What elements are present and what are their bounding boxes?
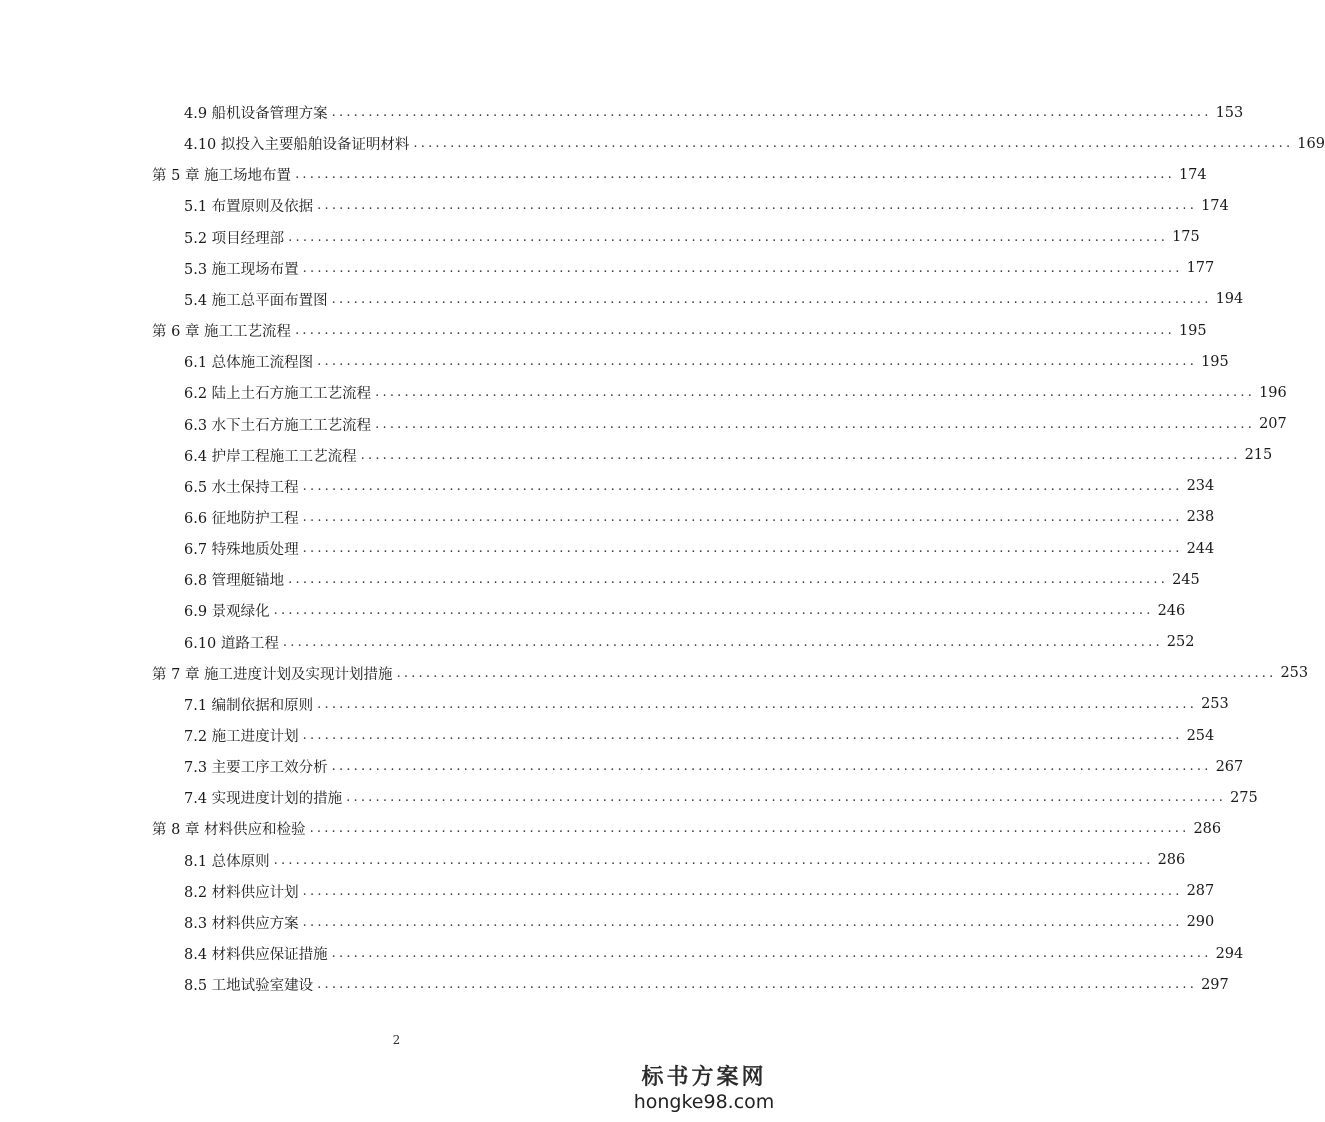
toc-entry-title: 6.2 陆上土石方施工工艺流程: [184, 386, 372, 403]
toc-entry-page: 252: [1166, 634, 1195, 651]
toc-entry[interactable]: [184, 876, 1215, 907]
watermark-logo: [629, 1064, 779, 1114]
toc-entry[interactable]: [184, 782, 1258, 813]
toc-entry-page: 194: [1215, 291, 1244, 308]
toc-dot-leader: ........................................................................................................................: [295, 167, 1175, 183]
toc-entry-title: 第 6 章 施工工艺流程: [152, 324, 292, 341]
toc-entry-title: 7.2 施工进度计划: [184, 729, 299, 745]
toc-entry-title: 6.7 特殊地质处理: [184, 542, 299, 559]
toc-entry-page: 246: [1157, 602, 1186, 619]
toc-entry-page: 195: [1178, 322, 1207, 339]
toc-dot-leader: ........................................................................................................................: [288, 229, 1169, 245]
toc-entry-page: 267: [1215, 758, 1244, 775]
toc-entry-title: 5.2 项目经理部: [184, 230, 285, 247]
toc-entry-title: 5.1 布置原则及依据: [184, 199, 314, 216]
toc-entry-page: 286: [1157, 852, 1186, 869]
toc-dot-leader: ........................................................................................................................: [331, 759, 1212, 775]
toc-entry-title: 8.4 材料供应保证措施: [184, 947, 328, 964]
toc-dot-leader: ........................................................................................................................: [288, 572, 1169, 588]
toc-entry[interactable]: [184, 502, 1215, 533]
toc-entry-page: 196: [1259, 384, 1287, 401]
toc-entry-page: 169: [1297, 135, 1325, 152]
toc-entry[interactable]: [184, 284, 1244, 315]
page-number: 2: [392, 1033, 401, 1047]
toc-entry[interactable]: [184, 689, 1229, 720]
toc-entry[interactable]: [184, 128, 1325, 159]
toc-entry-title: 7.3 主要工序工效分析: [184, 760, 328, 777]
toc-entry-title: 7.1 编制依据和原则: [184, 697, 314, 714]
toc-entry[interactable]: [152, 813, 1222, 844]
toc-entry[interactable]: [184, 346, 1229, 377]
toc-entry-title: 第 8 章 材料供应和检验: [152, 822, 306, 839]
toc-entry-title: 6.10 道路工程: [184, 635, 279, 652]
toc-entry-page: 294: [1215, 945, 1244, 962]
toc-entry-title: 6.5 水土保持工程: [184, 479, 299, 496]
toc-entry-page: 244: [1186, 540, 1215, 557]
toc-dot-leader: ........................................................................................................................: [302, 478, 1183, 494]
toc-entry-title: 6.9 景观绿化: [184, 604, 270, 621]
toc-entry-title: 8.2 材料供应计划: [184, 884, 299, 901]
toc-entry-page: 254: [1186, 727, 1215, 744]
toc-entry-page: 195: [1201, 353, 1229, 370]
toc-entry-page: 175: [1172, 229, 1200, 246]
toc-entry-title: 8.1 总体原则: [184, 853, 270, 870]
toc-dot-leader: ........................................................................................................................: [273, 852, 1154, 868]
toc-entry-page: 245: [1172, 571, 1200, 588]
toc-dot-leader: ........................................................................................................................: [317, 354, 1198, 370]
toc-entry-page: 253: [1201, 696, 1229, 713]
watermark-url: hongke98.com: [633, 1091, 775, 1113]
toc-dot-leader: ........................................................................................................................: [302, 541, 1183, 557]
toc-entry[interactable]: [184, 533, 1215, 564]
toc-dot-leader: ........................................................................................................................: [375, 385, 1256, 401]
toc-entry-title: 8.3 材料供应方案: [184, 915, 299, 932]
toc-entry-page: 275: [1230, 789, 1258, 806]
toc-entry-title: 5.3 施工现场布置: [184, 261, 299, 278]
toc-dot-leader: ........................................................................................................................: [302, 728, 1183, 743]
toc-entry[interactable]: [184, 595, 1186, 626]
toc-entry[interactable]: [152, 159, 1207, 190]
toc-dot-leader: ........................................................................................................................: [331, 105, 1212, 120]
toc-entry-title: 4.10 拟投入主要船舶设备证明材料: [184, 137, 410, 154]
toc-entry-page: 174: [1201, 197, 1229, 214]
toc-dot-leader: ........................................................................................................................: [302, 883, 1183, 899]
toc-entry[interactable]: [184, 969, 1229, 1000]
toc-entry-title: 6.8 管理艇锚地: [184, 573, 285, 590]
toc-entry[interactable]: [184, 440, 1273, 471]
toc-entry-page: 286: [1193, 820, 1222, 837]
toc-dot-leader: ........................................................................................................................: [273, 603, 1154, 619]
toc-entry[interactable]: [184, 845, 1186, 876]
toc-dot-leader: ........................................................................................................................: [331, 291, 1212, 307]
toc-dot-leader: ........................................................................................................................: [346, 790, 1227, 806]
toc-dot-leader: ........................................................................................................................: [282, 634, 1163, 650]
toc-entry-title: 第 5 章 施工场地布置: [152, 168, 292, 185]
toc-entry-title: 6.4 护岸工程施工工艺流程: [184, 448, 357, 465]
toc-entry-page: 253: [1280, 665, 1309, 682]
toc-dot-leader: ........................................................................................................................: [317, 696, 1198, 712]
toc-entry[interactable]: [184, 377, 1287, 408]
toc-entry-page: 215: [1244, 447, 1273, 464]
toc-entry[interactable]: [184, 627, 1195, 658]
toc-entry-title: 7.4 实现进度计划的措施: [184, 791, 343, 808]
toc-dot-leader: ........................................................................................................................: [302, 914, 1183, 930]
toc-entry-page: 207: [1259, 416, 1287, 432]
toc-entry[interactable]: [184, 907, 1215, 938]
toc-dot-leader: ........................................................................................................................: [302, 260, 1183, 276]
toc-dot-leader: ........................................................................................................................: [317, 977, 1198, 993]
toc-entry[interactable]: [184, 720, 1215, 751]
toc-entry[interactable]: [184, 938, 1244, 969]
toc-entry-page: 177: [1186, 260, 1215, 277]
toc-entry-title: 5.4 施工总平面布置图: [184, 292, 328, 309]
toc-dot-leader: ........................................................................................................................: [396, 665, 1277, 681]
toc-entry-page: 290: [1186, 914, 1215, 931]
toc-dot-leader: ........................................................................................................................: [413, 136, 1294, 152]
toc-entry-title: 6.1 总体施工流程图: [184, 355, 314, 372]
toc-entry[interactable]: [184, 190, 1229, 221]
toc-entry-page: 234: [1186, 478, 1215, 495]
toc-entry-page: 287: [1186, 883, 1215, 900]
toc-entry[interactable]: [184, 222, 1200, 253]
toc-entry-page: 238: [1186, 509, 1215, 526]
toc-dot-leader: ........................................................................................................................: [317, 198, 1198, 214]
toc-dot-leader: ........................................................................................................................: [360, 447, 1241, 463]
toc-dot-leader: ........................................................................................................................: [375, 416, 1256, 432]
toc-entry-title: 8.5 工地试验室建设: [184, 978, 314, 995]
toc-entry[interactable]: [184, 751, 1244, 782]
toc-entry-page: 297: [1201, 976, 1229, 993]
toc-entry-title: 6.3 水下土石方施工工艺流程: [184, 417, 372, 434]
toc-dot-leader: ........................................................................................................................: [331, 946, 1212, 962]
toc-entry[interactable]: [184, 409, 1287, 440]
toc-entry[interactable]: [184, 97, 1244, 128]
toc-entry-title: 4.9 船机设备管理方案: [184, 106, 328, 122]
toc-entry[interactable]: [152, 315, 1207, 346]
toc-entry-page: 153: [1215, 104, 1244, 121]
toc-entry[interactable]: [184, 253, 1215, 284]
toc-entry-page: 174: [1178, 166, 1207, 183]
toc-dot-leader: ........................................................................................................................: [302, 509, 1183, 525]
toc-entry[interactable]: [184, 471, 1215, 502]
toc-entry-title: 6.6 征地防护工程: [184, 510, 299, 527]
toc-entry[interactable]: [184, 564, 1200, 595]
toc-dot-leader: ........................................................................................................................: [295, 323, 1175, 339]
watermark-title: 标书方案网: [641, 1064, 767, 1090]
toc-entry[interactable]: [152, 658, 1309, 689]
toc-entry-title: 第 7 章 施工进度计划及实现计划措施: [152, 666, 393, 683]
toc-dot-leader: ........................................................................................................................: [309, 821, 1190, 837]
